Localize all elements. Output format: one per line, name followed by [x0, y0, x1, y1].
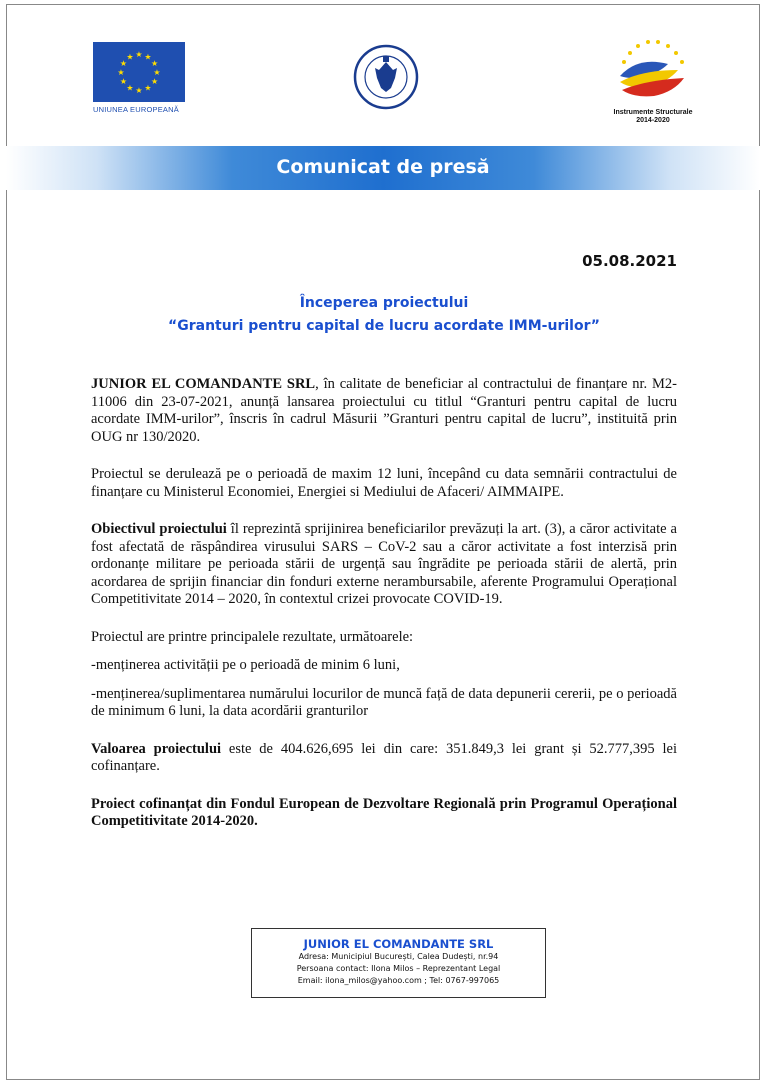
eu-star-icon: ★: [151, 59, 159, 68]
eu-star-icon: ★: [153, 68, 161, 77]
result-item-2: -menținerea/suplimentarea numărului locurilor de muncă față de data depunerii cererii, pe o perioadă de minimum 6 luni, la data acordării granturilor: [91, 685, 677, 719]
banner-title: Comunicat de presă: [276, 156, 490, 178]
eu-star-icon: ★: [117, 68, 125, 77]
structural-instruments-icon: [598, 36, 708, 104]
eu-star-icon: ★: [151, 77, 159, 86]
eu-star-icon: ★: [126, 52, 134, 62]
eu-star-icon: ★: [135, 86, 143, 95]
eu-caption: UNIUNEA EUROPEANĂ: [93, 105, 179, 114]
paragraph-value: [91, 741, 677, 776]
objective-label: Obiectivul proiectului: [91, 521, 227, 537]
document-body: [91, 376, 677, 851]
is-caption-line2: 2014-2020: [636, 117, 670, 124]
is-caption-line1: Instrumente Structurale: [613, 109, 693, 116]
press-release-banner: [6, 146, 760, 190]
result-item-1: -menținerea activității pe o perioadă de minim 6 luni,: [91, 657, 400, 673]
contact-person: Persoana contact: Ilona Milos – Reprezentant Legal: [296, 964, 501, 973]
eu-flag-icon: [93, 42, 185, 102]
value-label: Valoarea proiectului: [91, 740, 222, 757]
company-name: JUNIOR EL COMANDANTE SRL: [91, 376, 316, 392]
paragraph-duration: Proiectul se derulează pe o perioadă de maxim 12 luni, începând cu data semnării contractului de finanțare cu Ministerul Economiei, Energiei si Mediului de Afaceri/ AIMMAIPE.: [91, 466, 677, 500]
eu-star-icon: ★: [135, 50, 143, 59]
contact-box: [251, 928, 546, 998]
eu-star-icon: ★: [144, 52, 152, 62]
paragraph-cofinancing: [91, 796, 677, 831]
eu-star-icon: ★: [119, 59, 127, 68]
eu-star-icon: ★: [126, 83, 134, 93]
eu-star-icon: ★: [119, 77, 127, 86]
paragraph-intro: [91, 376, 677, 446]
paragraph-objective: [91, 521, 677, 609]
instrumente-structurale-logo: [598, 36, 708, 125]
government-seal-icon: [353, 44, 419, 110]
paragraph-results-intro: Proiectul are printre principalele rezultate, următoarele:: [91, 628, 414, 645]
contact-email-phone: Email: ilona_milos@yahoo.com ; Tel: 0767-997065: [297, 976, 500, 985]
value-text: este de 404.626,695 lei din care: 351.849,3 lei grant și 52.777,395 lei cofinanțare.: [91, 740, 677, 774]
release-date: 05.08.2021: [582, 252, 677, 270]
cofinancing-text: Proiect cofinanțat din Fondul European de Dezvoltare Regională prin Programul Operațional Competitivitate 2014-2020.: [91, 795, 677, 829]
headline: [60, 292, 708, 338]
objective-text: îl reprezintă sprijinirea beneficiarilor prevăzuți la art. (3), a căror activitate a fost afectată de răspândirea virusului SARS – CoV-2 sau a căror activitate a fost interzisă prin ordonanțe militare pe perioada stării de urgență sau îngrădite pe perioada stării de alertă, prin acordarea de sprijin financiar din fonduri externe nerambursabile, aferente Programului Operațional Competitivitate 2014 – 2020, în contextul crizei provocate COVID-19.: [91, 521, 677, 607]
headline-line2: “Granturi pentru capital de lucru acordate IMM-urilor”: [168, 318, 600, 334]
eu-logo: [93, 42, 185, 114]
contact-address: Adresa: Municipiul București, Calea Dudești, nr.94: [298, 952, 499, 961]
eu-star-icon: ★: [144, 83, 152, 93]
intro-text: , în calitate de beneficiar al contractului de finanțare nr. M2-11006 din 23-07-2021, anunță lansarea proiectului cu titlul “Granturi pentru capital de lucru acordate IMM-urilor”, înscris în cadrul Măsurii ”Granturi pentru capital de lucru”, instituită prin OUG nr 130/2020.: [91, 376, 677, 445]
contact-company: JUNIOR EL COMANDANTE SRL: [303, 937, 494, 951]
headline-line1: Începerea proiectului: [299, 295, 469, 311]
